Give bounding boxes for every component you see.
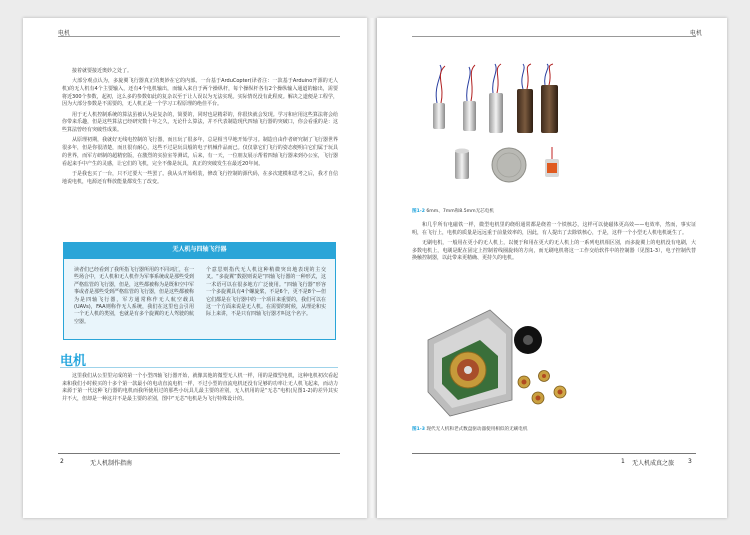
figure-caption-text: 现代无人机和老式数盘驱动器使用相似的无刷电机 (426, 427, 528, 432)
brushless-motors-photo (420, 300, 590, 420)
left-page-number: 2 (60, 458, 64, 465)
paragraph: 用于无人机控制系统的算法虽被认为是复杂的，简要的，同时也是精彩的，你很快就会发现。学习和应用这些算法将会给你带来乐趣，但是这些算法已经研究数十年之久，无论什么算法，并不代表制造现代四轴飞行器的突破口，你会看重的是：这些算法曾经有突破性成果。 (62, 111, 338, 134)
right-running-header: 电机 (690, 30, 703, 37)
sidebar-box-title: 无人机与四轴飞行器 (63, 242, 336, 258)
coreless-motors-photo (415, 63, 575, 203)
paragraph: 和几乎所有电磁铁一样，微型电机里的绕组通常都是绕着一个铁核芯，这样可以使磁体更高效——电效率，然而，事实证明，在飞行上，电机的质量是远远重于前量效率的，因此，有人提出了去除铁核心，于是，这样一个小型无人机电机诞生了。 (412, 222, 696, 236)
sidebar-box (63, 258, 336, 340)
paragraph: 大部分观点认为，多旋翼飞行器真正的奥妙在它的内部。一台基于ArduCopter(译者注：一款基于Arduino开源的无人机)的无人机有4个主要输入，还有4个电机输出，而输入来自于两个操纵杆，每个操纵杆各有2个操纵输入通道的输出，需要将近300个参数，起初，这么多的参数如此的复杂以至于让人误以为无法实现。实际情况没有此程度。解决之道便是工程学，因为大部分参数是不需要的，无人机正是一个学习工程原理的绝佳平台。 (62, 78, 338, 108)
right-body-text (412, 222, 696, 266)
figure-1-3-caption (412, 426, 527, 432)
left-body-text (62, 68, 338, 189)
paragraph: 无刷电机，一般用在更小的无人机上，以便于和用在更大的无人机上的一系列电机相区别，而多旋翼上的电机没有电刷，大多数电机上，电刷是配在固定上控制着线圈旋转的方向，而无刷电机将这一工作交给软件中的控制器（见图1-3），电子控制代替换触控制器，以此带来更精确、更持久的电机。 (412, 240, 696, 262)
figure-caption-text: 6mm、7mm和8.5mm无芯电机 (426, 209, 494, 214)
right-header-rule (412, 36, 696, 37)
figure-number: 图1-3 (412, 427, 425, 432)
figure-number: 图1-2 (412, 209, 425, 214)
right-page-number: 3 (688, 458, 692, 465)
section-rule (60, 367, 338, 368)
left-footer-title: 无人机制作指南 (90, 460, 133, 467)
sidebar-column-1: 读者们已经看到了我所指飞行器所用的不同词汇，在一些场合中，无人机和无人机作为军事系统或是那些受到严格监管的飞行器，但是，这些都被称为是既和空中军事或者是那些受到严格监管的飞行器，但是这些都被称为是四轴飞行器，军方通常称作无人航空载具(UAVs)，FAA则称作无人系统，我们在这里也会引用一个无人机的类别，也就是有多个旋翼的无人驾驶的航空器。 (74, 267, 195, 325)
left-header-rule (58, 36, 340, 37)
sidebar-column-2: 个意思则指代无人机这种稍微突出地表现的主交叉。“多旋翼”数据则说是“四轴飞行器的一种形式，这一术语可以在很多地方广泛使用。“四轴飞行器”形容一个多旋翼具有4个螺旋桨，不是6个，更不是8个—但它们都是在飞行器中的一个项目来重要的，我们可以在这一个方面来说是无人机。在需要的时候，从理论和实际上来讲，不是只有四轴飞行器才叫这个名字。 (206, 267, 327, 318)
left-running-header: 电机 (58, 30, 71, 37)
figure-1-2-caption (412, 208, 494, 214)
right-footer-rule (412, 453, 696, 454)
right-footer-title: 无人机成真之旅 (632, 460, 675, 467)
section-body-text (62, 373, 338, 406)
paragraph: 接着就要接近奥妙之处了。 (72, 68, 133, 74)
section-heading: 电机 (60, 354, 87, 369)
left-footer-rule (58, 453, 340, 454)
paragraph: 从原理初期，我就好无线电控制的飞行器，而且玩了很多年，总是相当早地开始学习。制造自由作者研究制了飞行器世界很多年，但是你很清楚，而且很有耐心，这些不过是玩具般的电子机械作品而已。仅仅靠它们飞行的姿态便明白它们属于玩具的世界，而军方研制的超精密版，在激烈的实验室等测试，后来，有一天，一位朋友展示帮着四轴飞行器来到办公室，飞行器看起来手中产生的灵感，让它们的飞机，完全不像是玩具，真正的突破发生在最近20年间。 (62, 137, 338, 167)
paragraph: 这里我们从公里里完成的第一个小型四轴飞行器开始，就像其他的微型无人机一样，用的是微型电机，这种电机初次看起来和我们小时候买的十多个第一款最小的电动直流电机一样，不过小型的直流电机还没有足够的功率让无人机飞起来，而动力来源于第一代这种飞行器的电机而我所使用过的那些小玩具儿最主要的差别，无人机用的是“无芯”电机(见图1-2)的差异其实并不大，但却是一种这并不是最主要的差别，图中“无芯”电机是为飞行特殊设计的。 (62, 373, 338, 403)
right-chapter-number: 1 (621, 458, 625, 465)
book-gutter (367, 18, 377, 518)
paragraph: 于是我也买了一台，只不过要大一些罢了。我从头开始组装，修改飞行控制的源代码，在多次建模和思考之后，我才自信地说电机，电源还有释放能量都发生了改变。 (62, 170, 338, 185)
